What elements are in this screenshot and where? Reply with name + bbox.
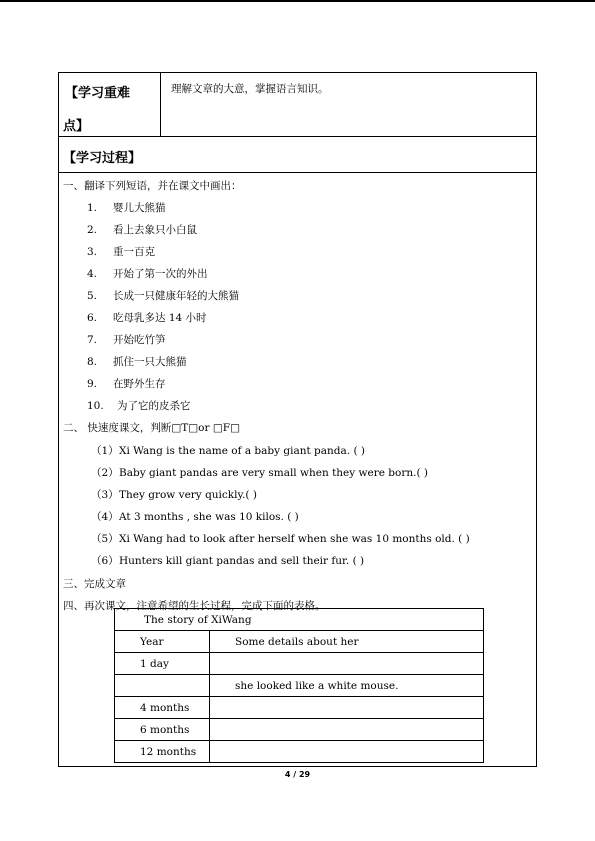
details-header: Some details about her: [210, 631, 484, 653]
focus-content: 理解文章的大意，掌握语言知识。: [171, 83, 329, 95]
focus-row: [59, 73, 536, 137]
phrase-number: 1.: [87, 202, 98, 214]
focus-label-cell: [59, 73, 161, 136]
phrase-item: [87, 288, 239, 303]
tf-number: （1）: [91, 445, 119, 457]
process-title: 【学习过程】: [63, 151, 142, 166]
details-cell[interactable]: [210, 653, 484, 675]
lesson-table: [58, 72, 537, 767]
phrase-text: 为了它的皮杀它: [117, 400, 191, 412]
focus-label-line2: 点】: [63, 119, 90, 134]
phrase-item: [87, 376, 166, 391]
details-cell[interactable]: [210, 741, 484, 763]
tf-statement: Hunters kill giant pandas and sell their fur. ( ): [119, 555, 365, 567]
section4-heading: 四、再次课文，注意希望的生长过程，完成下面的表格。: [63, 600, 326, 612]
phrase-number: 3.: [87, 246, 98, 258]
section1-heading: 一、翻译下列短语，并在课文中画出：: [63, 180, 242, 192]
phrase-item: [87, 244, 155, 259]
phrase-text: 长成一只健康年轻的大熊猫: [113, 290, 239, 302]
table-row: [115, 741, 484, 763]
table-row: [115, 653, 484, 675]
process-row: [59, 137, 536, 173]
story-table: [114, 608, 484, 763]
tf-number: （2）: [91, 467, 119, 479]
tf-item: [91, 553, 364, 568]
phrase-item: [87, 200, 166, 215]
phrase-text: 吃母乳多达 14 小时: [113, 312, 207, 324]
phrase-text: 婴儿大熊猫: [113, 202, 166, 214]
phrase-number: 6.: [87, 312, 98, 324]
tf-item: [91, 509, 299, 524]
tf-item: [91, 465, 428, 480]
phrase-number: 2.: [87, 224, 98, 236]
year-cell: 6 months: [115, 719, 210, 741]
phrase-text: 开始吃竹笋: [113, 334, 166, 346]
story-table-title: The story of XiWang: [115, 609, 484, 631]
year-header: Year: [115, 631, 210, 653]
year-cell[interactable]: [115, 675, 210, 697]
details-cell[interactable]: [210, 719, 484, 741]
top-rule: [0, 0, 595, 2]
phrase-item: [87, 222, 197, 237]
phrase-number: 8.: [87, 356, 98, 368]
tf-number: （4）: [91, 511, 119, 523]
phrase-text: 重一百克: [113, 246, 155, 258]
story-table-header-row: [115, 631, 484, 653]
tf-statement: They grow very quickly.( ): [119, 489, 257, 501]
phrase-number: 9.: [87, 378, 98, 390]
tf-item: [91, 531, 470, 546]
tf-item: [91, 443, 365, 458]
tf-number: （3）: [91, 489, 119, 501]
phrase-number: 10.: [87, 400, 104, 412]
phrase-number: 5.: [87, 290, 98, 302]
year-cell: 12 months: [115, 741, 210, 763]
story-table-title-row: [115, 609, 484, 631]
details-cell[interactable]: [210, 697, 484, 719]
phrase-number: 4.: [87, 268, 98, 280]
phrase-item: [87, 310, 207, 325]
page-number: 4 / 29: [284, 770, 311, 779]
phrase-number: 7.: [87, 334, 98, 346]
table-row: [115, 719, 484, 741]
year-cell: 1 day: [115, 653, 210, 675]
section2-heading: 二、 快速度课文，判断□T□or □F□: [63, 422, 240, 434]
tf-statement: Xi Wang had to look after herself when she was 10 months old. ( ): [119, 533, 470, 545]
phrase-text: 在野外生存: [113, 378, 166, 390]
phrase-text: 看上去象只小白鼠: [113, 224, 197, 236]
tf-statement: Xi Wang is the name of a baby giant panda. ( ): [119, 445, 365, 457]
phrase-text: 抓住一只大熊猫: [113, 356, 187, 368]
phrase-text: 开始了第一次的外出: [113, 268, 208, 280]
phrase-item: [87, 266, 208, 281]
tf-number: （5）: [91, 533, 119, 545]
tf-statement: At 3 months , she was 10 kilos. ( ): [119, 511, 299, 523]
year-cell: 4 months: [115, 697, 210, 719]
table-row: [115, 697, 484, 719]
focus-label-line1: 【学习重难: [65, 86, 131, 101]
table-row: [115, 675, 484, 697]
tf-statement: Baby giant pandas are very small when they were born.( ): [119, 467, 428, 479]
phrase-item: [87, 354, 187, 369]
phrase-item: [87, 332, 166, 347]
tf-item: [91, 487, 257, 502]
section3-heading: 三、完成文章: [63, 578, 126, 590]
phrase-item: [87, 398, 191, 413]
details-cell: she looked like a white mouse.: [210, 675, 484, 697]
tf-number: （6）: [91, 555, 119, 567]
